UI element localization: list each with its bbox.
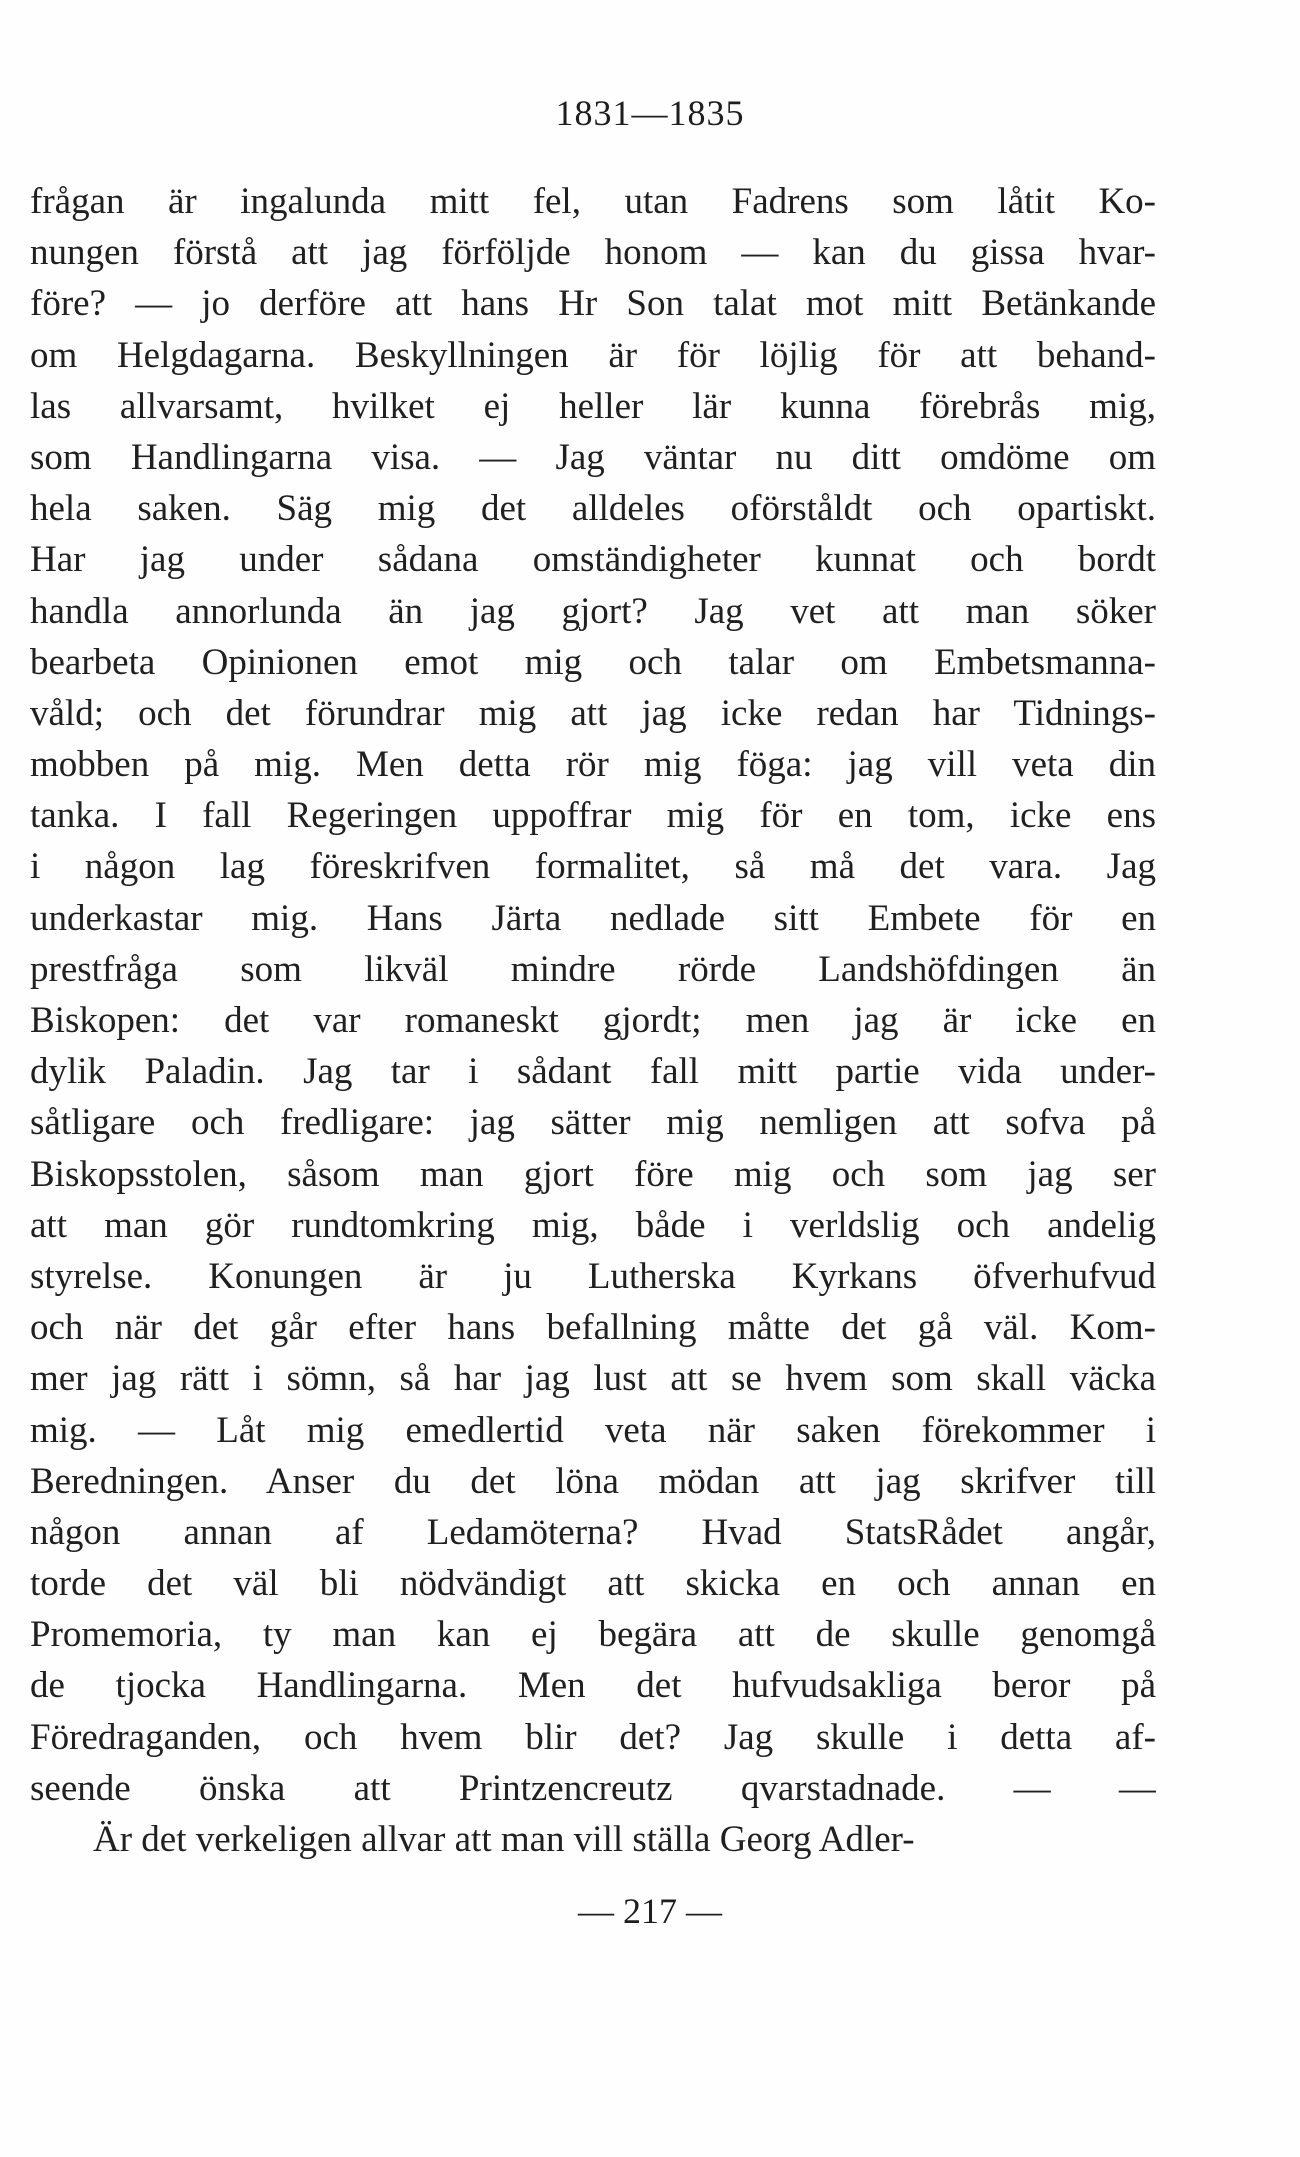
text-line: de tjocka Handlingarna. Men det hufvudsakliga beror på bbox=[30, 1665, 1156, 1707]
text-line: styrelse. Konungen är ju Lutherska Kyrkans öfverhufvud bbox=[30, 1255, 1156, 1297]
text-line: mig. — Låt mig emedlertid veta när saken förekommer i bbox=[30, 1409, 1156, 1451]
text-line: Är det verkeligen allvar att man vill ställa Georg Adler- bbox=[93, 1819, 915, 1860]
text-line: torde det väl bli nödvändigt att skicka en och annan en bbox=[30, 1563, 1156, 1605]
text-line: prestfråga som likväl mindre rörde Landshöfdingen än bbox=[30, 948, 1156, 990]
text-line: att man gör rundtomkring mig, både i verldslig och andelig bbox=[30, 1204, 1156, 1246]
text-line: underkastar mig. Hans Järta nedlade sitt Embete för en bbox=[30, 897, 1156, 939]
letter-text bbox=[30, 176, 1156, 1865]
text-line: bearbeta Opinionen emot mig och talar om Embetsmanna- bbox=[30, 641, 1156, 683]
text-line: mobben på mig. Men detta rör mig föga: jag vill veta din bbox=[30, 744, 1156, 786]
text-line: dylik Paladin. Jag tar i sådant fall mitt partie vida under- bbox=[30, 1051, 1156, 1093]
text-line: tanka. I fall Regeringen uppoffrar mig för en tom, icke ens bbox=[30, 795, 1156, 837]
text-line: som Handlingarna visa. — Jag väntar nu ditt omdöme om bbox=[30, 436, 1156, 478]
text-line: om Helgdagarna. Beskyllningen är för löjlig för att behand- bbox=[30, 334, 1156, 376]
text-line: seende önska att Printzencreutz qvarstadnade. — — bbox=[30, 1767, 1156, 1809]
text-line: hela saken. Säg mig det alldeles oförståldt och opartiskt. bbox=[30, 488, 1156, 530]
text-line: Biskopen: det var romaneskt gjordt; men jag är icke en bbox=[30, 1000, 1156, 1041]
text-line: våld; och det förundrar mig att jag icke redan har Tidnings- bbox=[30, 692, 1156, 734]
text-line: Biskopsstolen, såsom man gjort före mig och som jag ser bbox=[30, 1153, 1156, 1195]
text-line: handla annorlunda än jag gjort? Jag vet att man söker bbox=[30, 590, 1156, 632]
text-line: före? — jo derföre att hans Hr Son talat mot mitt Betänkande bbox=[30, 283, 1156, 325]
text-line: och när det går efter hans befallning måtte det gå väl. Kom- bbox=[30, 1307, 1156, 1349]
text-line: någon annan af Ledamöterna? Hvad StatsRådet angår, bbox=[30, 1511, 1156, 1553]
text-line: Föredraganden, och hvem blir det? Jag skulle i detta af- bbox=[30, 1716, 1156, 1758]
text-line: såtligare och fredligare: jag sätter mig nemligen att sofva på bbox=[30, 1102, 1156, 1144]
text-line: frågan är ingalunda mitt fel, utan Fadrens som låtit Ko- bbox=[30, 181, 1156, 222]
text-line: Har jag under sådana omständigheter kunnat och bordt bbox=[30, 539, 1156, 581]
text-line: las allvarsamt, hvilket ej heller lär kunna förebrås mig, bbox=[30, 385, 1156, 427]
text-line: mer jag rätt i sömn, så har jag lust att se hvem som skall väcka bbox=[30, 1358, 1156, 1400]
page-number: — 217 — bbox=[578, 1891, 722, 1931]
running-head: 1831—1835 bbox=[555, 93, 745, 133]
text-line: nungen förstå att jag förföljde honom — kan du gissa hvar- bbox=[30, 232, 1156, 274]
text-line: i någon lag föreskrifven formalitet, så må det vara. Jag bbox=[30, 846, 1156, 888]
text-line: Promemoria, ty man kan ej begära att de skulle genomgå bbox=[30, 1614, 1156, 1656]
text-line: Beredningen. Anser du det löna mödan att jag skrifver till bbox=[30, 1460, 1156, 1502]
